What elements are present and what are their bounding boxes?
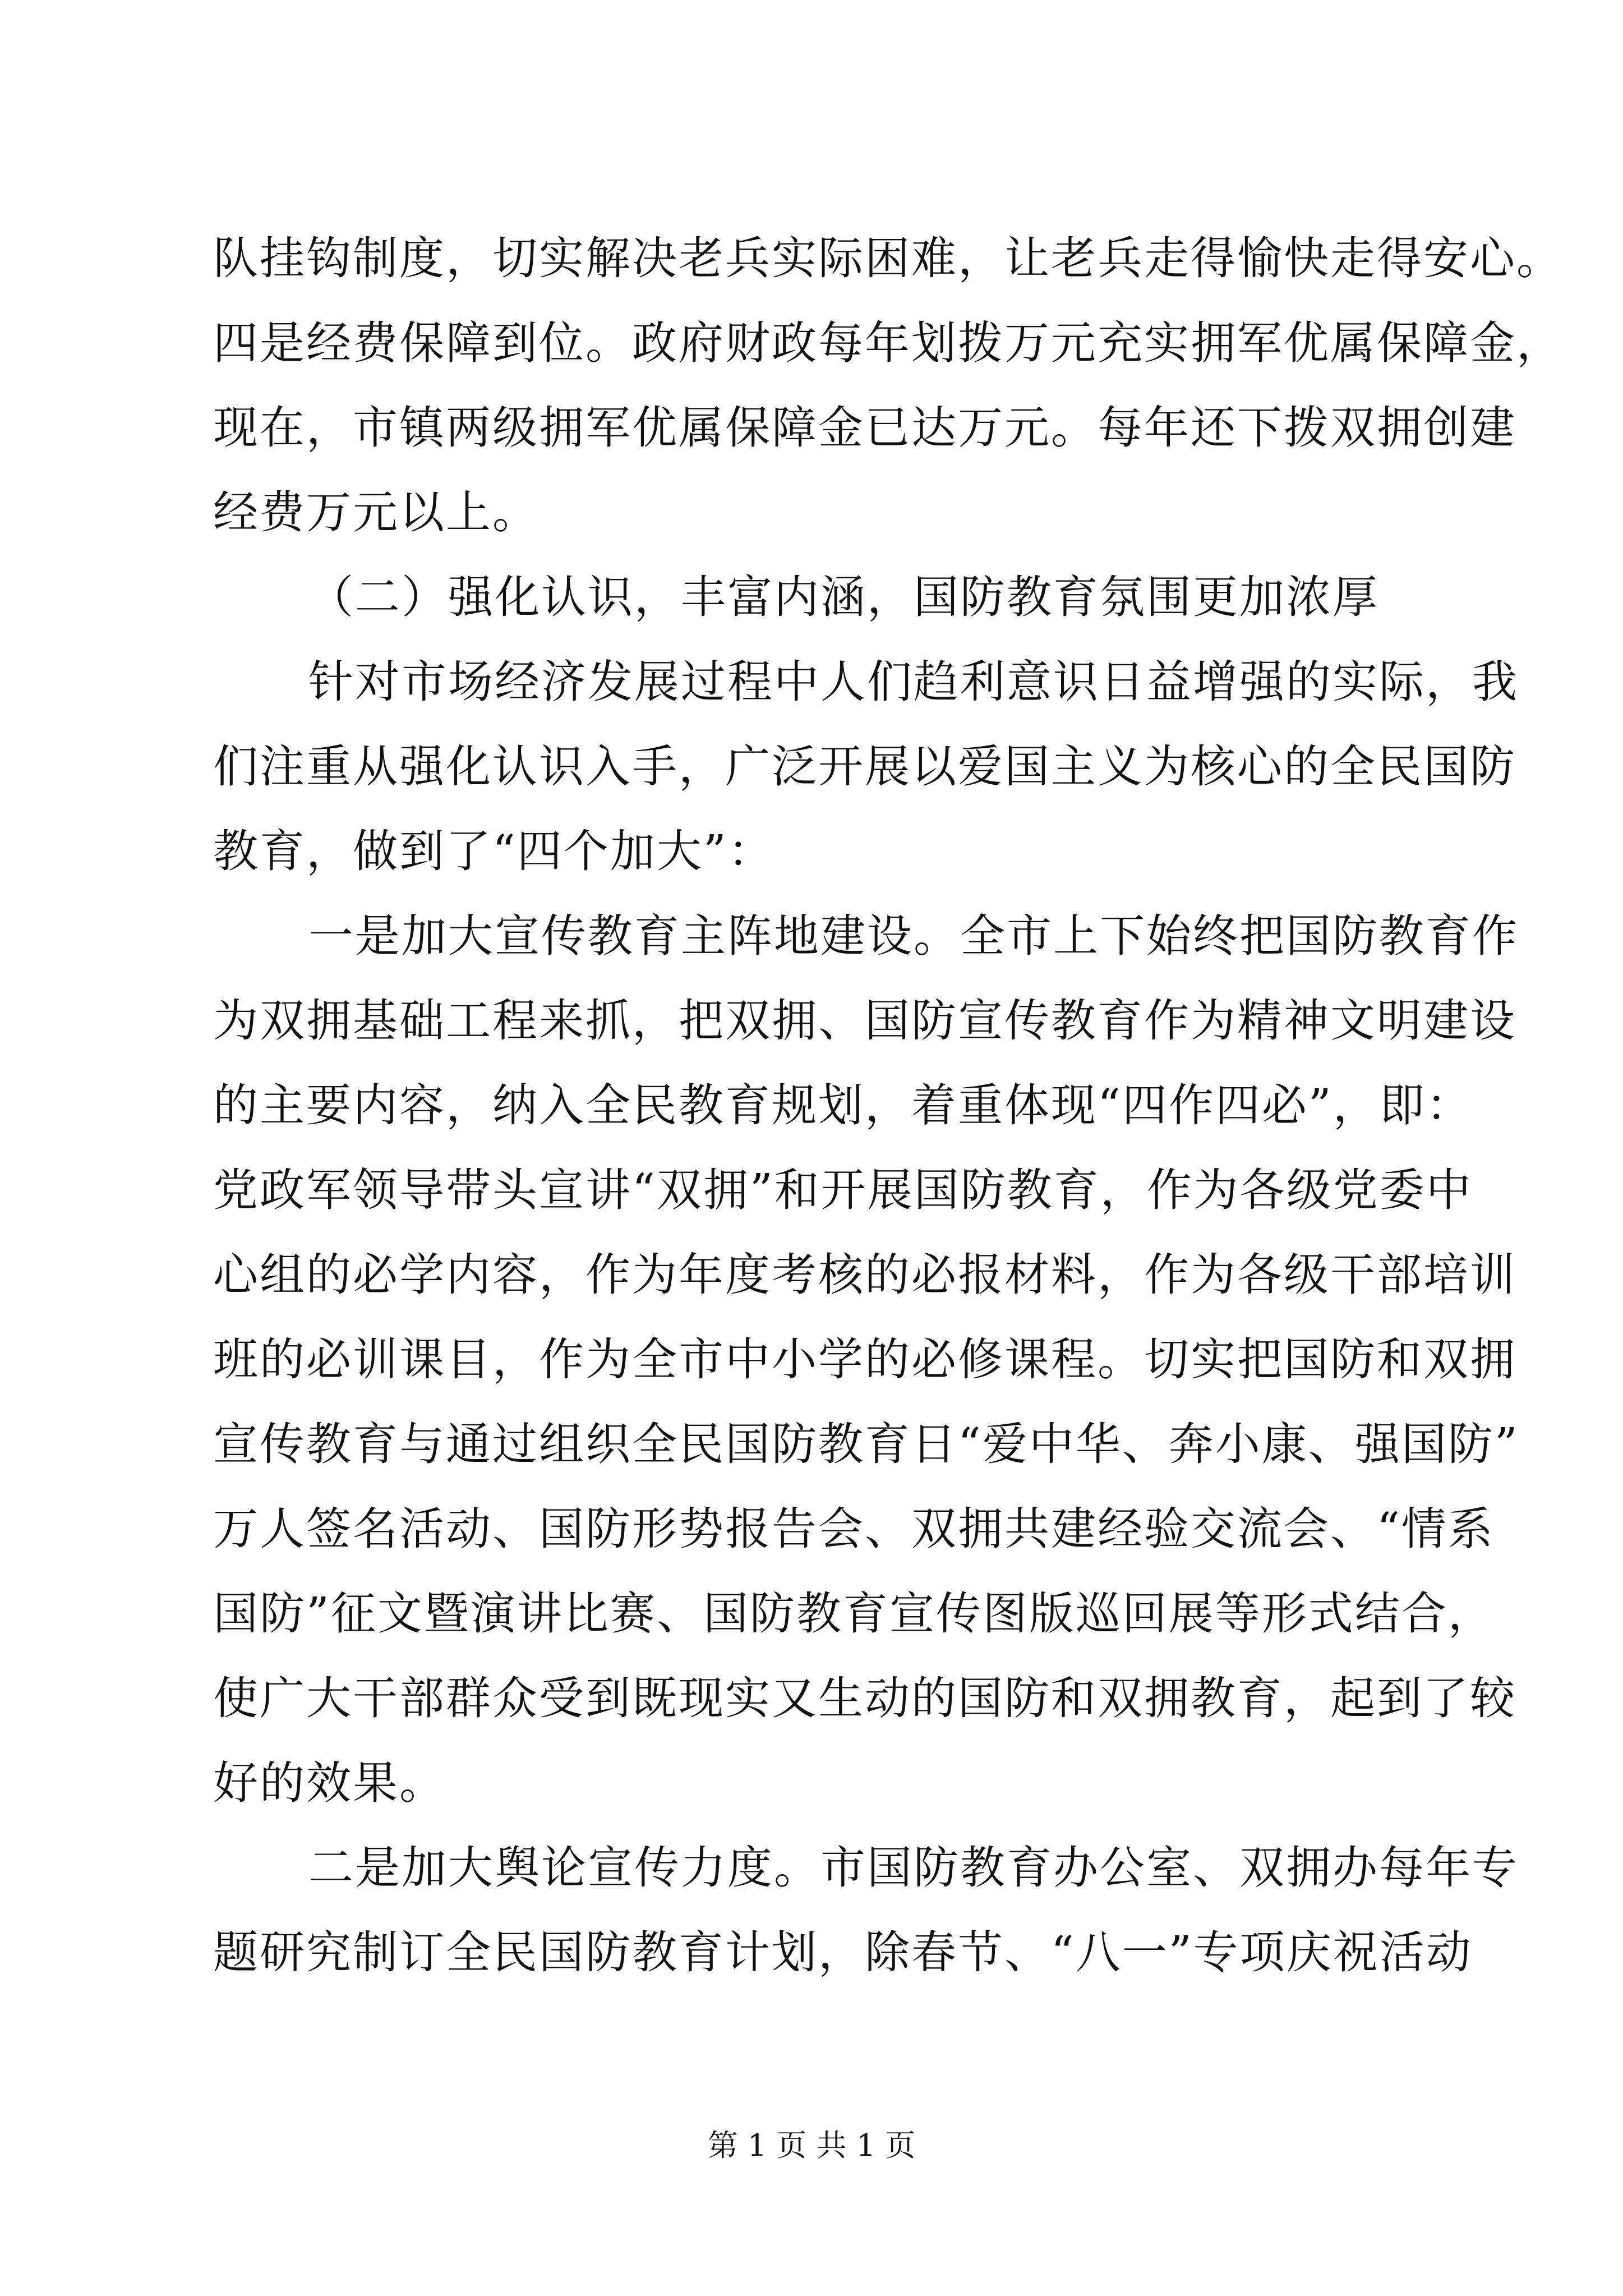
document-body: [213, 216, 1563, 1995]
text-line: 心组的必学内容，作为年度考核的必报材料，作为各级干部培训: [213, 1249, 1516, 1301]
text-line: 使广大干部群众受到既现实又生动的国防和双拥教育，起到了较: [213, 1672, 1516, 1724]
text-line: 针对市场经济发展过程中人们趋利意识日益增强的实际，我: [308, 656, 1519, 708]
text-line: 二是加大舆论宣传力度。市国防教育办公室、双拥办每年专: [308, 1842, 1519, 1894]
page-number-footer: 第 1 页 共 1 页: [707, 2128, 916, 2163]
text-line: 经费万元以上。: [213, 486, 539, 539]
text-line: 们注重从强化认识入手，广泛开展以爱国主义为核心的全民国防: [213, 740, 1516, 793]
section-heading: （二）强化认识，丰富内涵，国防教育氛围更加浓厚: [308, 571, 1379, 623]
text-line: 班的必训课目，作为全市中小学的必修课程。切实把国防和双拥: [213, 1333, 1516, 1386]
text-line: 四是经费保障到位。政府财政每年划拨万元充实拥军优属保障金，: [213, 317, 1563, 369]
text-line: 队挂钩制度，切实解决老兵实际困难，让老兵走得愉快走得安心。: [213, 232, 1563, 284]
text-line: 国防”征文暨演讲比赛、国防教育宣传图版巡回展等形式结合，: [213, 1588, 1495, 1640]
text-line: 万人签名活动、国防形势报告会、双拥共建经验交流会、“情系: [213, 1503, 1495, 1555]
text-line: 一是加大宣传教育主阵地建设。全市上下始终把国防教育作: [308, 910, 1519, 962]
text-line: 为双拥基础工程来抓，把双拥、国防宣传教育作为精神文明建设: [213, 995, 1516, 1047]
text-line: 题研究制订全民国防教育计划，除春节、“八一”专项庆祝活动: [213, 1926, 1473, 1978]
text-line: 宣传教育与通过组织全民国防教育日“爱中华、奔小康、强国防”: [213, 1418, 1519, 1470]
text-line: 现在，市镇两级拥军优属保障金已达万元。每年还下拨双拥创建: [213, 402, 1516, 454]
text-line: 党政军领导带头宣讲“双拥”和开展国防教育，作为各级党委中: [213, 1164, 1473, 1216]
text-line: 教育，做到了“四个加大”：: [213, 825, 774, 877]
text-line: 的主要内容，纳入全民教育规划，着重体现“四作四必”，即：: [213, 1079, 1473, 1131]
text-line: 好的效果。: [213, 1757, 446, 1809]
